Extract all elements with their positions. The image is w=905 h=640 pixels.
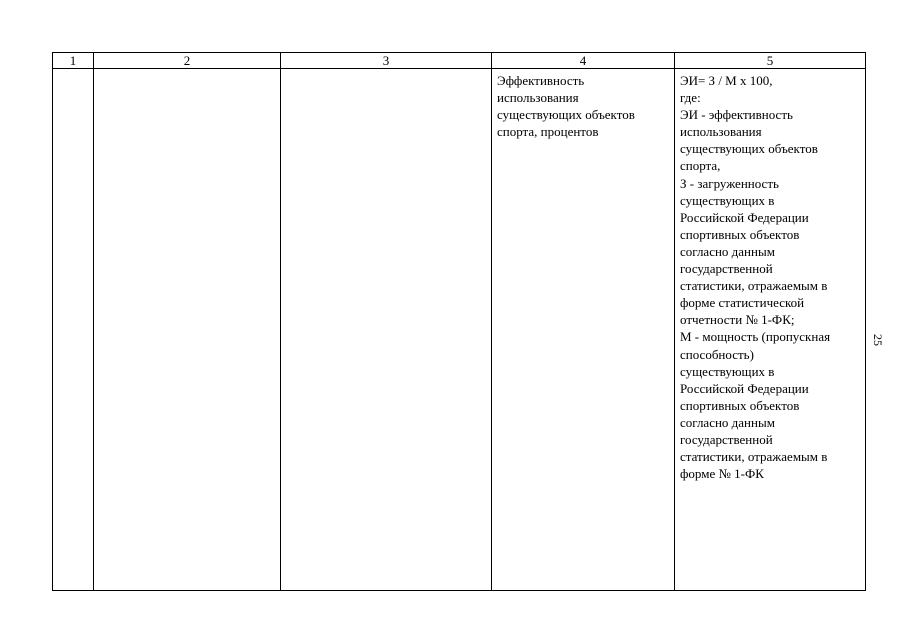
- column-header-2: 2: [94, 53, 281, 69]
- column-header-5: 5: [675, 53, 866, 69]
- calculation-method-text: ЭИ= З / М х 100, где: ЭИ - эффективность использования существующих объектов спорта, З - загруженность существующих в Российской Федерации спортивных объектов согласно данным государственной статистики, отражаемым в форме статистической отчетности № 1-ФК; М - мощность (пропускная способность) существующих в Российской Федерации спортивных объектов согласно данным государственной статистики, отражаемым в форме № 1-ФК: [680, 73, 831, 482]
- column-header-1: 1: [53, 53, 94, 69]
- table-header-row: [53, 53, 866, 69]
- cell-calculation-method: [675, 69, 866, 591]
- indicator-table: [52, 52, 866, 591]
- cell-col3: [281, 69, 492, 591]
- column-header-4: 4: [492, 53, 675, 69]
- table-row: [53, 69, 866, 591]
- page-number: 25: [871, 334, 885, 346]
- indicator-name-text: Эффективность использования существующих объектов спорта, процентов: [497, 73, 635, 140]
- cell-col2-text: [94, 69, 280, 72]
- cell-col2: [94, 69, 281, 591]
- cell-col1: [53, 69, 94, 591]
- cell-col3-text: [281, 69, 491, 72]
- cell-col1-text: [53, 69, 93, 72]
- column-header-3: 3: [281, 53, 492, 69]
- cell-indicator-name: [492, 69, 675, 591]
